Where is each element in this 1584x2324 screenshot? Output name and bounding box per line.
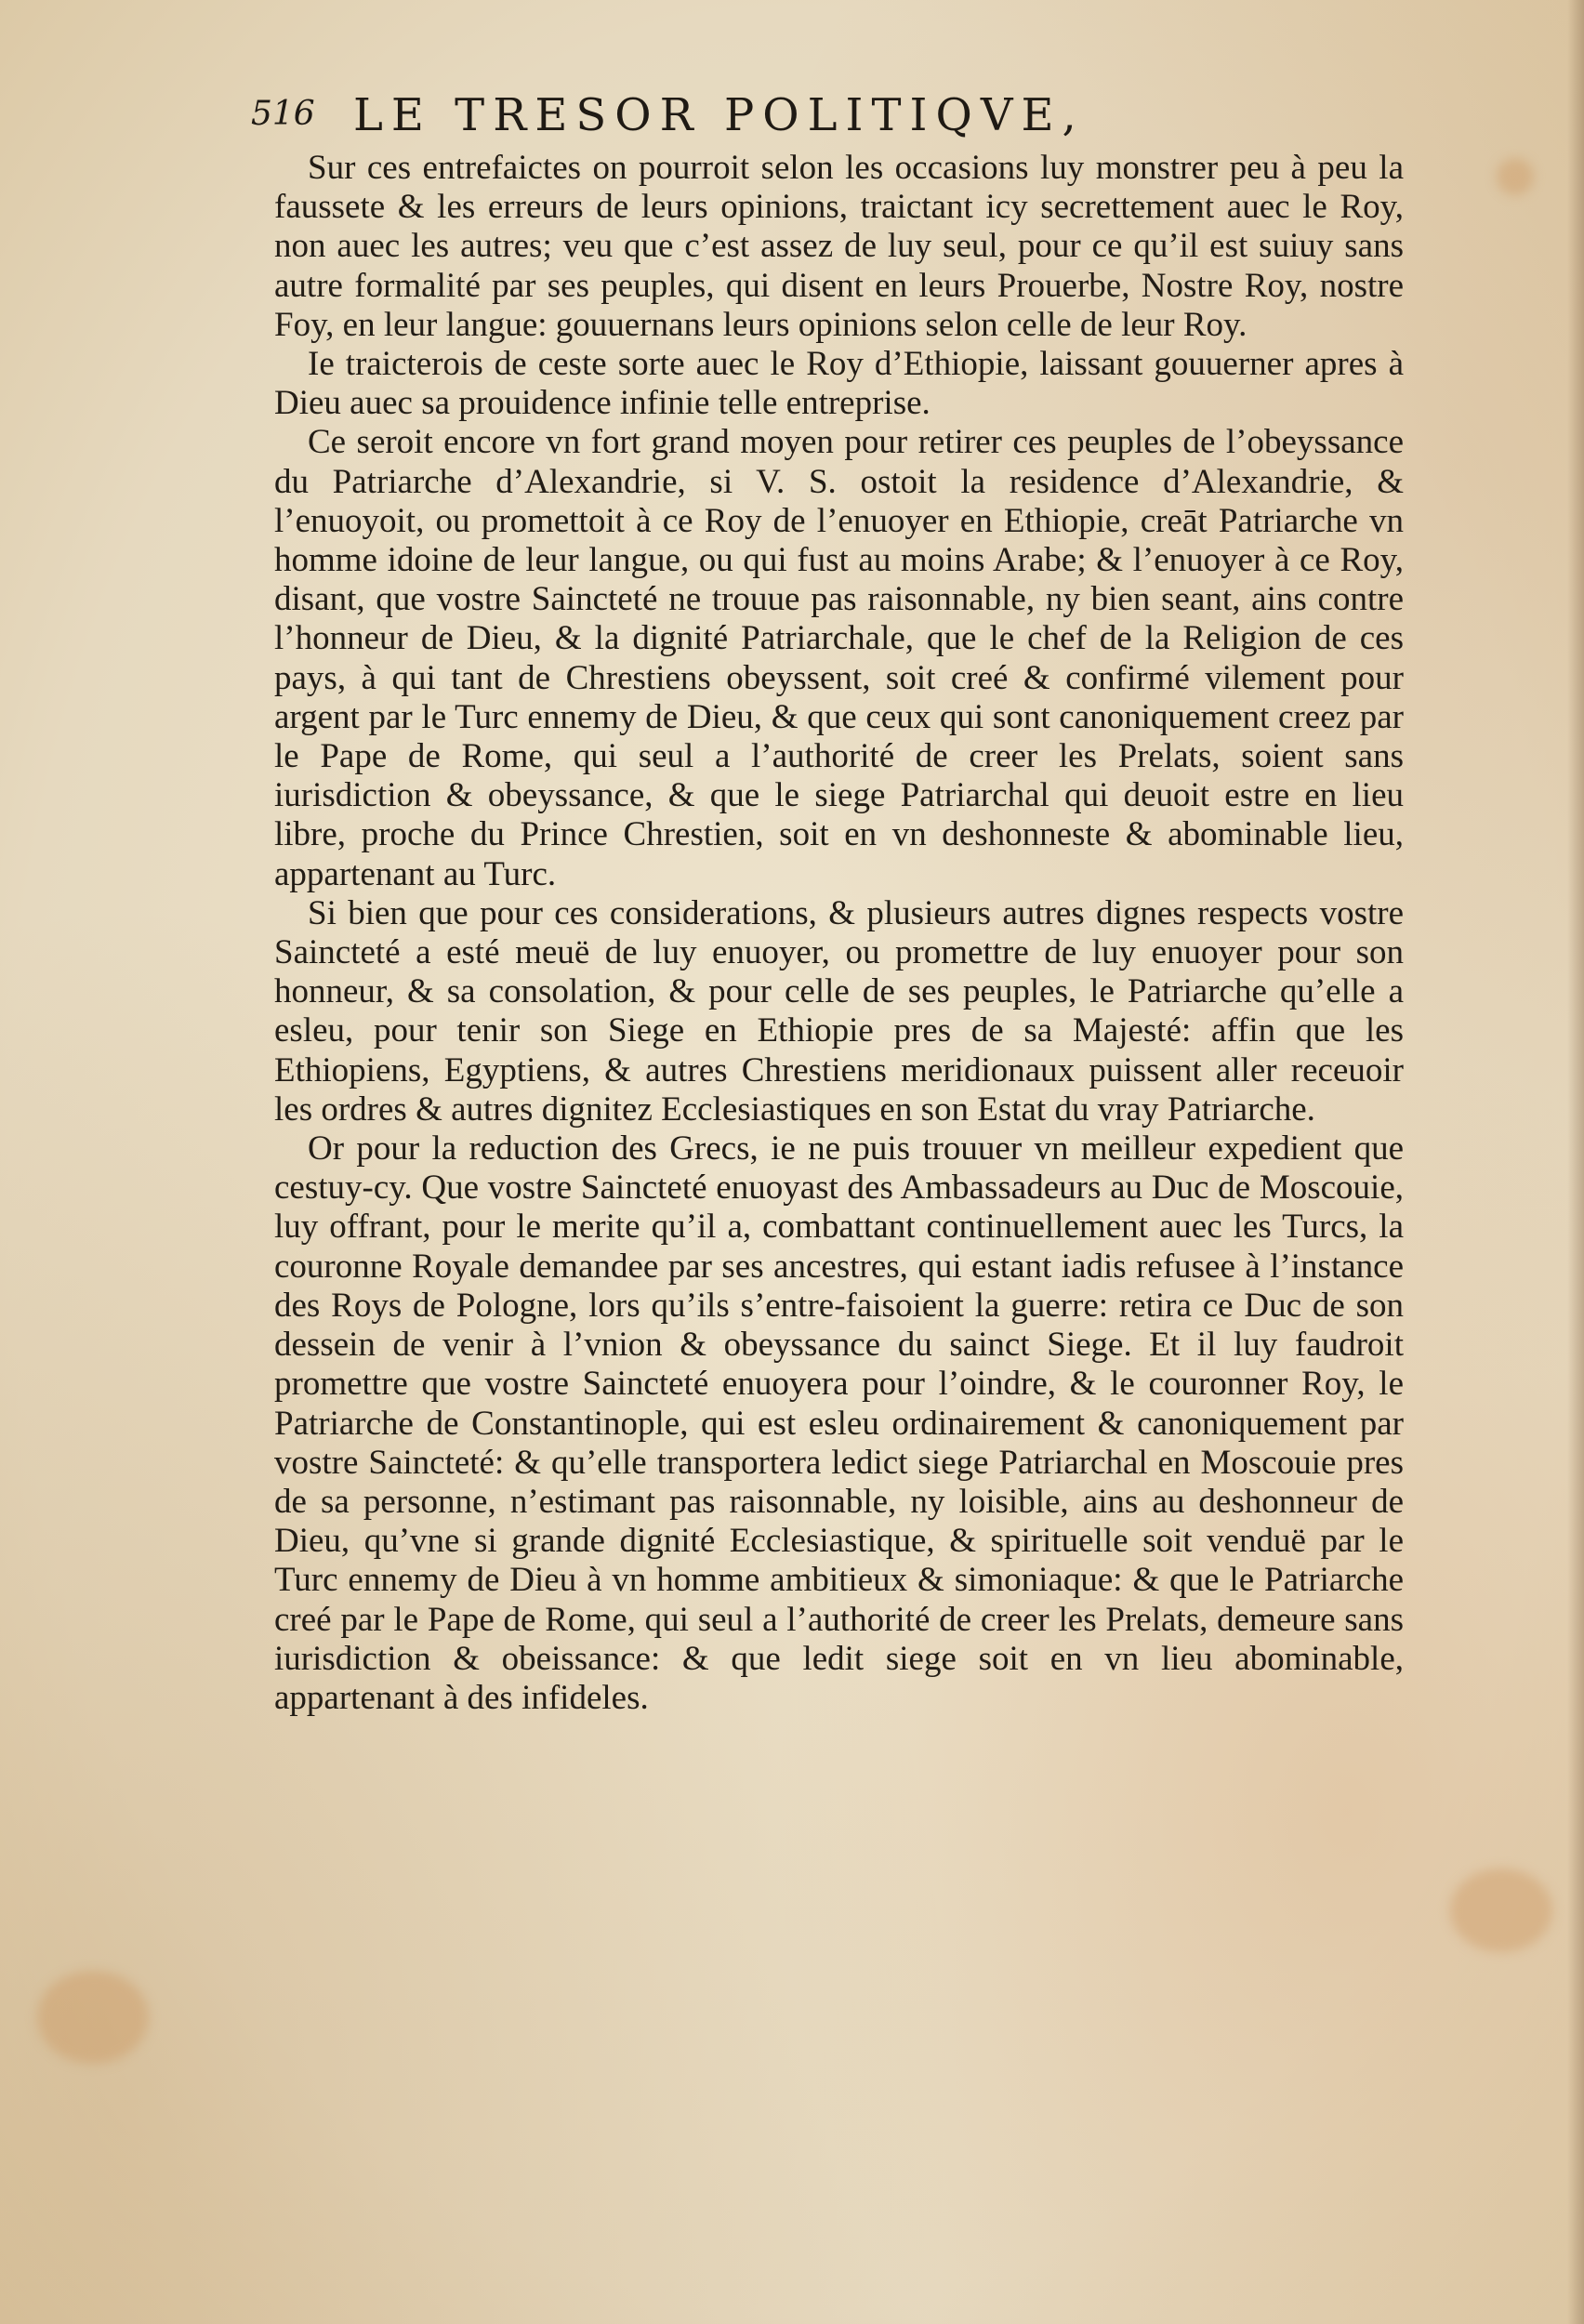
running-head bbox=[251, 89, 1404, 141]
page-number: 516 bbox=[251, 95, 315, 133]
paragraph: Or pour la reduction des Grecs, ie ne puis trouuer vn meilleur expedient que cestuy-cy. Que vostre Saincteté enuoyast des Ambassadeurs au Duc de Moscouie, luy offrant, pour le merite qu’il a, combattant continuellement auec les Turcs, la couronne Royale demandee par ses ancestres, qui estant iadis refusee à l’instance des Roys de Pologne, lors qu’ils s’entre-faisoient la guerre: retira ce Duc de son dessein de venir à l’vnion & obeyssance du sainct Siege. Et il luy faudroit promettre que vostre Saincteté enuoyera pour l’oindre, & le couronner Roy, le Patriarche de Constantinople, qui est esleu ordinairement & canoniquement par vostre Saincteté: & qu’elle transportera ledict siege Patriarchal en Moscouie pres de sa personne, n’estimant pas raisonnable, ny loisible, ains au deshonneur de Dieu, qu’vne si grande dignité Ecclesiastique, & spirituelle soit venduë par le Turc ennemy de Dieu à vn homme ambitieux & simoniaque: & que le Patriarche creé par le Pape de Rome, qui seul a l’authorité de creer les Prelats, demeure sans iurisdiction & obeissance: & que ledit siege soit en vn lieu abominable, appartenant à des infideles. bbox=[274, 1129, 1404, 1717]
foxing-stain bbox=[1450, 1868, 1552, 1952]
paragraph: Ie traicterois de ceste sorte auec le Roy d’Ethiopie, laissant gouuerner apres à Dieu auec sa prouidence infinie telle entreprise. bbox=[274, 345, 1404, 423]
paragraph: Sur ces entrefaictes on pourroit selon les occasions luy monstrer peu à peu la faussete & les erreurs de leurs opinions, traictant icy secrettement auec le Roy, non auec les autres; veu que c’est assez de luy seul, pour ce qu’il est suiuy sans autre formalité par ses peuples, qui disent en leurs Prouerbe, Nostre Roy, nostre Foy, en leur langue: gouuernans leurs opinions selon celle de leur Roy. bbox=[274, 149, 1404, 344]
foxing-stain bbox=[37, 1971, 149, 2064]
foxing-stain bbox=[1497, 158, 1534, 195]
paragraph: Ce seroit encore vn fort grand moyen pour retirer ces peuples de l’obeyssance du Patriarche d’Alexandrie, si V. S. ostoit la residence d’Alexandrie, & l’enuoyoit, ou promettoit à ce Roy de l’enuoyer en Ethiopie, creāt Patriarche vn homme idoine de leur langue, ou qui fust au moins Arabe; & l’enuoyer à ce Roy, disant, que vostre Saincteté ne trouue pas raisonnable, ny bien seant, ains contre l’honneur de Dieu, & la dignité Patriarchale, que le chef de la Religion de ces pays, à qui tant de Chrestiens obeyssent, soit creé & confirmé vilement pour argent par le Turc ennemy de Dieu, & que ceux qui sont canoniquement creez par le Pape de Rome, qui seul a l’authorité de creer les Prelats, soient sans iurisdiction & obeyssance, & que le siege Patriarchal qui deuoit estre en lieu libre, proche du Prince Chrestien, soit en vn deshonneste & abominable lieu, appartenant au Turc. bbox=[274, 423, 1404, 893]
running-title: LE TRESOR POLITIQVE, bbox=[353, 89, 1085, 141]
paragraph: Si bien que pour ces considerations, & plusieurs autres dignes respects vostre Saincteté a esté meuë de luy enuoyer, ou promettre de luy enuoyer pour son honneur, & sa consolation, & pour celle de ses peuples, le Patriarche qu’elle a esleu, pour tenir son Siege en Ethiopie pres de sa Majesté: affin que les Ethiopiens, Egyptiens, & autres Chrestiens meridionaux puissent aller receuoir les ordres & autres dignitez Ecclesiastiques en son Estat du vray Patriarche. bbox=[274, 893, 1404, 1129]
page-edge-shadow bbox=[1567, 0, 1584, 2324]
body-text bbox=[274, 149, 1404, 1718]
